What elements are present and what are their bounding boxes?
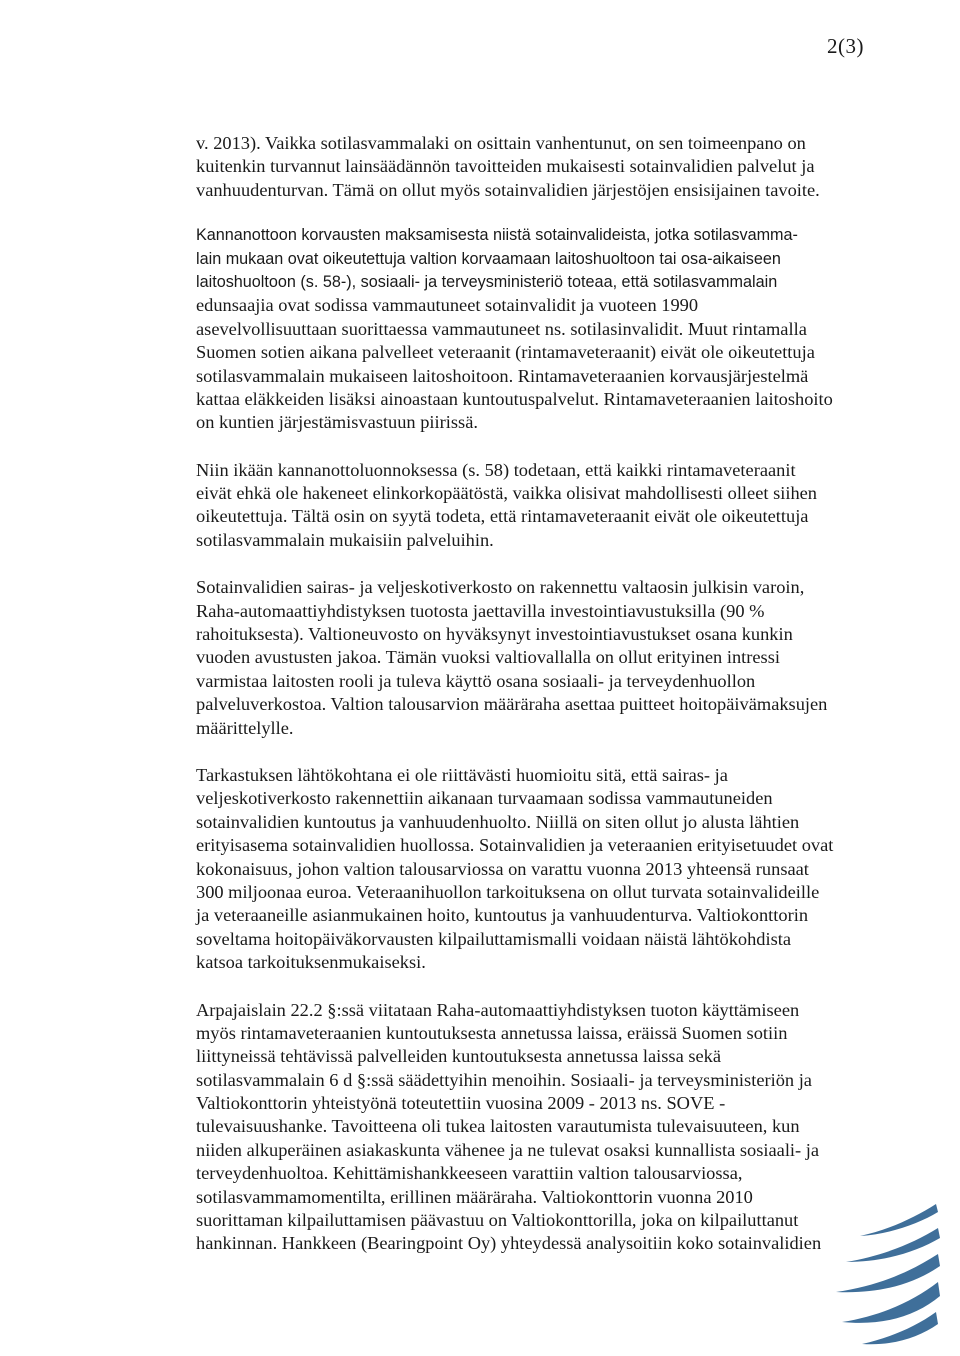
- text-line: lain mukaan ovat oikeutettuja valtion korvaamaan laitoshuoltoon tai osa-aikaiseen: [196, 249, 781, 268]
- text-line: kattaa eläkkeiden lisäksi ainoastaan kuntoutuspalvelut. Rintamaveteraanien laitoshoito: [196, 388, 833, 409]
- paragraph-6: [196, 999, 876, 1256]
- text-line: asevelvollisuuttaan suorittaessa vammautuneet ns. sotilasinvalidit. Muut rintamalla: [196, 318, 807, 339]
- paragraph-3: [196, 459, 876, 553]
- text-line: Suomen sotien aikana palvelleet veteraanit (rintamaveteraanit) eivät ole oikeutettuja: [196, 342, 815, 363]
- text-line: 300 miljoonaa euroa. Veteraanihuollon tarkoituksena on ollut turvata sotainvalideille: [196, 881, 820, 902]
- text-line: terveydenhuoltoa. Kehittämishankkeeseen varattiin valtion talousarviossa,: [196, 1163, 743, 1184]
- text-line: kuitenkin turvannut lainsäädännön tavoitteiden mukaisesti sotainvalidien palvelut ja: [196, 156, 815, 177]
- text-line: niiden alkuperäinen asiakaskunta vähenee ja ne tulevat osaksi kunnallista sosiaali- ja: [196, 1139, 820, 1160]
- text-line: suorittaman kilpailuttamisen päävastuu on Valtiokonttorilla, joka on kilpailuttanut: [196, 1210, 799, 1231]
- text-line: on kuntien järjestämisvastuun piirissä.: [196, 412, 478, 433]
- text-line: kokonaisuus, johon valtion talousarviossa on varattu vuonna 2013 yhteensä runsaat: [196, 858, 809, 879]
- text-line: myös rintamaveteraanien kuntoutuksesta annetussa laissa, eräissä Suomen sotiin: [196, 1022, 788, 1043]
- text-line: tulevaisuushanke. Tavoitteena oli tukea laitosten varautumista tulevaisuuteen, kun: [196, 1116, 800, 1137]
- text-line: v. 2013). Vaikka sotilasvammalaki on osittain vanhentunut, on sen toimeenpano on: [196, 133, 806, 153]
- text-line: liittyneissä tehtävissä palvelleiden kuntoutuksesta annetussa laissa sekä: [196, 1046, 722, 1067]
- text-line: sotilasvammalain mukaisiin palveluihin.: [196, 529, 494, 550]
- text-line: edunsaajia ovat sodissa vammautuneet sotainvalidit ja vuoteen 1990: [196, 295, 699, 316]
- paragraph-2: [196, 224, 876, 435]
- text-line: oikeutettuja. Tältä osin on syytä todeta, että rintamaveteraanit eivät ole oikeutettuja: [196, 506, 809, 527]
- text-line: veljeskotiverkosto rakennettiin aikanaan turvaamaan sodissa vammautuneiden: [196, 788, 773, 809]
- text-line: soveltama hoitopäiväkorvausten kilpailuttamismalli voidaan näistä lähtökohdista: [196, 928, 792, 949]
- text-line: laitoshuoltoon (s. 58-), sosiaali- ja terveysministeriö toteaa, että sotilasvammalain: [196, 272, 778, 291]
- text-line: Arpajaislain 22.2 §:ssä viitataan Raha-automaattiyhdistyksen tuoton käyttämiseen: [196, 999, 800, 1020]
- text-line: Valtiokonttorin yhteistyönä toteutettiin vuosina 2009 - 2013 ns. SOVE -: [196, 1093, 726, 1114]
- text-line: sotilasvammalain mukaiseen laitoshoitoon. Rintamaveteraanien korvausjärjestelmä: [196, 365, 809, 386]
- text-line: varmistaa laitosten rooli ja tuleva käyttö osana sosiaali- ja terveydenhuollon: [196, 670, 756, 691]
- text-line: ja veteraaneille asianmukainen hoito, kuntoutus ja vanhuudenturva. Valtiokonttorin: [196, 905, 809, 926]
- text-line: hankinnan. Hankkeen (Bearingpoint Oy) yhteydessä analysoitiin koko sotainvalidien: [196, 1233, 822, 1254]
- text-line: sotilasvammalain 6 d §:ssä säädettyihin menoihin. Sosiaali- ja terveysministeriön ja: [196, 1069, 812, 1090]
- page-number: 2(3): [827, 34, 864, 58]
- document-body: [196, 132, 876, 1280]
- text-line: erityisasema sotainvalidien huollossa. Sotainvalidien ja veteraanien erityisetuudet ovat: [196, 835, 834, 856]
- wave-logo-icon: [832, 1198, 942, 1348]
- paragraph-4: [196, 576, 876, 740]
- paragraph-1: [196, 132, 876, 202]
- text-line: Tarkastuksen lähtökohtana ei ole riittävästi huomioitu sitä, että sairas- ja: [196, 764, 728, 785]
- text-line: määrittelylle.: [196, 717, 294, 738]
- text-line: eivät ehkä ole hakeneet elinkorkopäätöstä, vaikka olisivat mahdollisesti olleet siihen: [196, 483, 818, 504]
- text-line: vuoden avustusten jakoa. Tämän vuoksi valtiovallalla on ollut erityinen intressi: [196, 647, 780, 668]
- paragraph-5: [196, 764, 876, 975]
- text-line: katsoa tarkoituksenmukaiseksi.: [196, 952, 426, 973]
- text-line: Sotainvalidien sairas- ja veljeskotiverkosto on rakennettu valtaosin julkisin varoin,: [196, 577, 805, 598]
- text-line: vanhuudenturvan. Tämä on ollut myös sotainvalidien järjestöjen ensisijainen tavoite.: [196, 179, 820, 200]
- text-line: Raha-automaattiyhdistyksen tuotosta jaettavilla investointiavustuksilla (90 %: [196, 600, 765, 621]
- text-line: Niin ikään kannanottoluonnoksessa (s. 58) todetaan, että kaikki rintamaveteraanit: [196, 459, 796, 480]
- text-line: sotilasvammamomentilta, erillinen määräraha. Valtiokonttorin vuonna 2010: [196, 1186, 753, 1207]
- text-line: sotainvalidien kuntoutus ja vanhuudenhuolto. Niillä on siten ollut jo alusta lähtien: [196, 811, 800, 832]
- text-line: Kannanottoon korvausten maksamisesta niistä sotainvalideista, jotka sotilasvamma-: [196, 226, 798, 245]
- text-line: rahoituksesta). Valtioneuvosto on hyväksynyt investointiavustukset osana kunkin: [196, 624, 793, 645]
- text-line: palveluverkostoa. Valtion talousarvion määräraha asettaa puitteet hoitopäivämaksujen: [196, 694, 828, 715]
